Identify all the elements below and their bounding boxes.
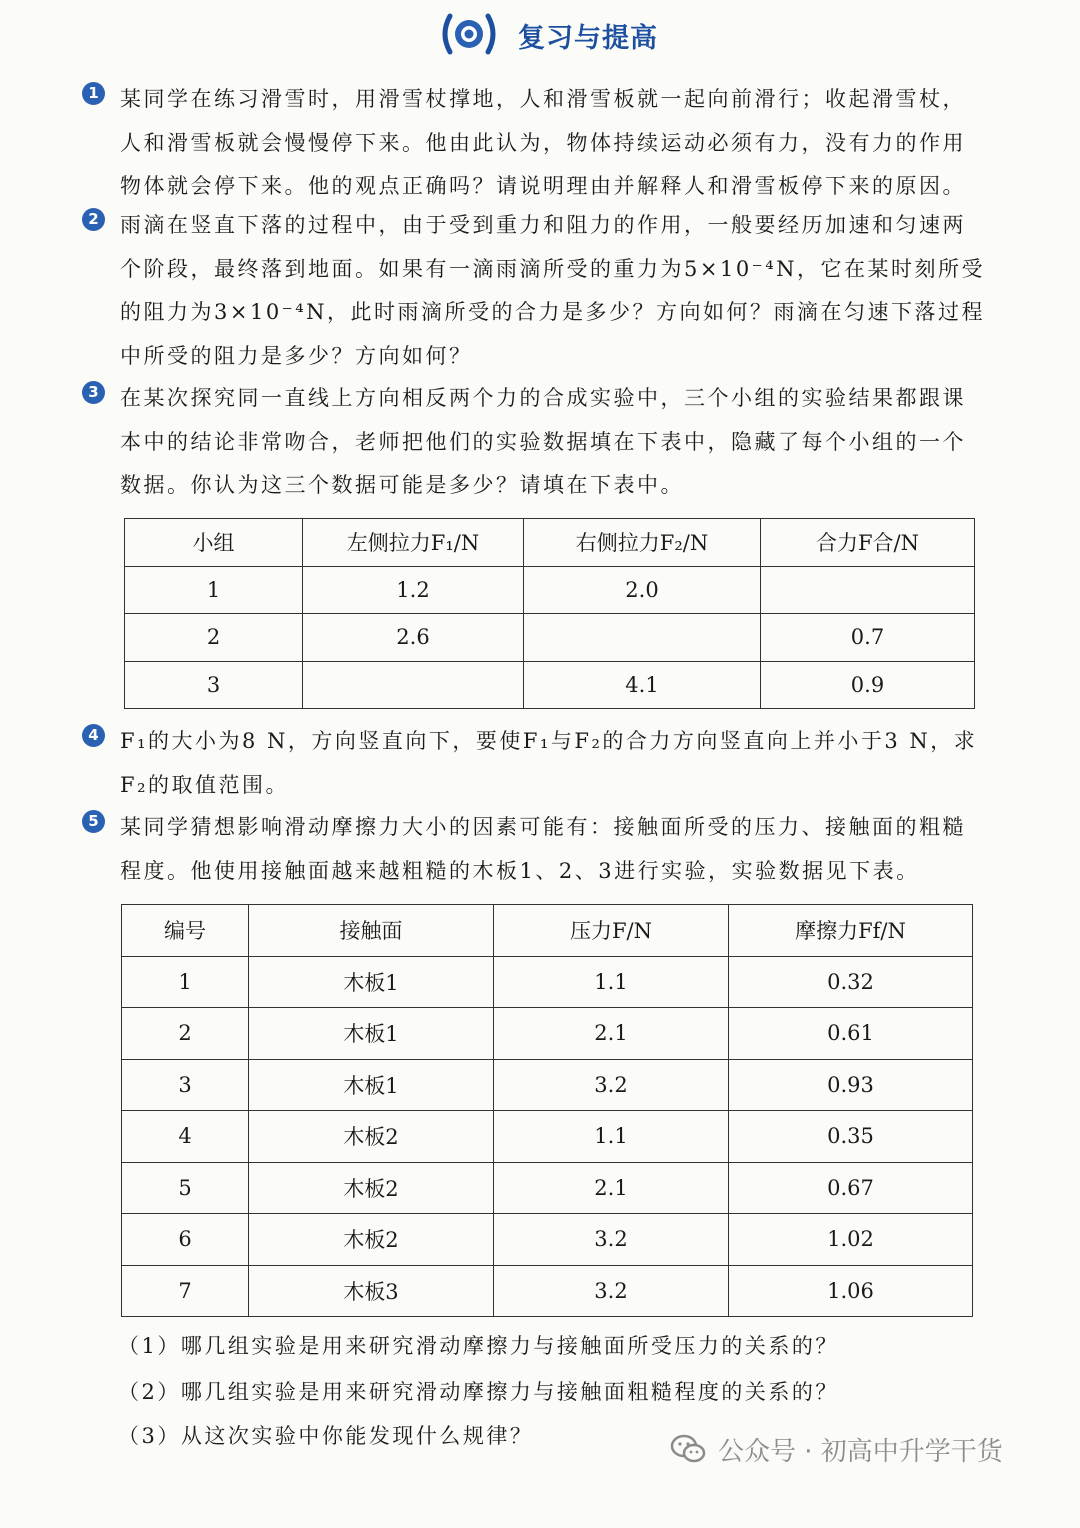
- table-row: [122, 1059, 973, 1111]
- question-line: 某同学猜想影响滑动摩擦力大小的因素可能有：接触面所受的压力、接触面的粗糙: [120, 815, 966, 839]
- table-row: [122, 1162, 973, 1214]
- table-cell: 1.1: [494, 1111, 729, 1163]
- question-number: 3: [82, 381, 105, 404]
- table-row: [125, 661, 975, 709]
- table-cell: 2: [122, 1008, 249, 1060]
- table-cell: 7: [122, 1265, 249, 1317]
- table-cell: 4: [122, 1111, 249, 1163]
- table-cell: 木板2: [249, 1162, 494, 1214]
- table-header-row: [125, 519, 975, 567]
- table-cell: 3.2: [494, 1214, 729, 1266]
- table-header-cell: 右侧拉力F₂/N: [524, 519, 761, 567]
- question-line: 数据。你认为这三个数据可能是多少？请填在下表中。: [120, 473, 684, 497]
- table-cell: 2.0: [524, 566, 761, 614]
- question-line: 程度。他使用接触面越来越粗糙的木板1、2、3进行实验，实验数据见下表。: [120, 858, 920, 883]
- table-cell: 0.7: [761, 614, 975, 662]
- question-line: 在某次探究同一直线上方向相反两个力的合成实验中，三个小组的实验结果都跟课: [120, 386, 966, 410]
- question-line: 物体就会停下来。他的观点正确吗？请说明理由并解释人和滑雪板停下来的原因。: [120, 174, 966, 198]
- sub-question-2: （2）哪几组实验是用来研究滑动摩擦力与接触面粗糙程度的关系的？: [118, 1380, 839, 1404]
- table-cell: 0.61: [729, 1008, 973, 1060]
- table-cell: 5: [122, 1162, 249, 1214]
- question-line: 的阻力为3×10⁻⁴N，此时雨滴所受的合力是多少？方向如何？雨滴在匀速下落过程: [120, 300, 986, 324]
- sub-question-3: （3）从这次实验中你能发现什么规律？: [118, 1424, 534, 1448]
- table-cell: 1.1: [494, 956, 729, 1008]
- table-cell: 0.93: [729, 1059, 973, 1111]
- question-number: 1: [82, 82, 105, 105]
- question-text: [120, 806, 1022, 893]
- table-header-cell: 编号: [122, 905, 249, 957]
- table-cell: 3.2: [494, 1059, 729, 1111]
- sub-question-1: （1）哪几组实验是用来研究滑动摩擦力与接触面所受压力的关系的？: [118, 1334, 839, 1358]
- table-cell: 3: [122, 1059, 249, 1111]
- table-cell: 木板1: [249, 1008, 494, 1060]
- page-header: [0, 10, 1080, 60]
- table-cell: [524, 614, 761, 662]
- question-number: 4: [82, 724, 105, 747]
- force-composition-table: [124, 518, 975, 709]
- table-cell: 木板2: [249, 1111, 494, 1163]
- question-2: [82, 204, 1022, 378]
- table-header-cell: 接触面: [249, 905, 494, 957]
- table-cell: 1.02: [729, 1214, 973, 1266]
- table-cell: 0.9: [761, 661, 975, 709]
- table-row: [125, 566, 975, 614]
- table-row: [122, 1008, 973, 1060]
- table-row: [122, 1265, 973, 1317]
- question-text: [120, 377, 1022, 508]
- table-cell: 2.1: [494, 1008, 729, 1060]
- table-cell: 2.1: [494, 1162, 729, 1214]
- table-cell: 1.06: [729, 1265, 973, 1317]
- wechat-icon: [668, 1429, 708, 1469]
- table-cell: 0.35: [729, 1111, 973, 1163]
- table-cell: 6: [122, 1214, 249, 1266]
- table-cell: 木板1: [249, 1059, 494, 1111]
- table-cell: 3: [125, 661, 303, 709]
- table-cell: [303, 661, 524, 709]
- section-title: 复习与提高: [518, 23, 658, 54]
- question-number: 2: [82, 208, 105, 231]
- question-line: 人和滑雪板就会慢慢停下来。他由此认为，物体持续运动必须有力，没有力的作用: [120, 130, 966, 155]
- table-header-row: [122, 905, 973, 957]
- table-row: [125, 614, 975, 662]
- table-row: [122, 956, 973, 1008]
- table-cell: 1.2: [303, 566, 524, 614]
- table-row: [122, 1111, 973, 1163]
- question-text: [120, 78, 1022, 209]
- watermark: [668, 1424, 1003, 1474]
- table-cell: 木板3: [249, 1265, 494, 1317]
- table-row: [122, 1214, 973, 1266]
- question-line: 个阶段，最终落到地面。如果有一滴雨滴所受的重力为5×10⁻⁴N，它在某时刻所受: [120, 256, 986, 281]
- question-line: 本中的结论非常吻合，老师把他们的实验数据填在下表中，隐藏了每个小组的一个: [120, 429, 966, 454]
- section-logo-icon: [440, 10, 498, 58]
- question-line: 中所受的阻力是多少？方向如何？: [120, 343, 473, 368]
- table-header-cell: 压力F/N: [494, 905, 729, 957]
- table-cell: 2: [125, 614, 303, 662]
- table-cell: 3.2: [494, 1265, 729, 1317]
- table-header-cell: 合力F合/N: [761, 519, 975, 567]
- table-cell: 2.6: [303, 614, 524, 662]
- question-line: 雨滴在竖直下落的过程中，由于受到重力和阻力的作用，一般要经历加速和匀速两: [120, 213, 966, 237]
- question-line: 某同学在练习滑雪时，用滑雪杖撑地，人和滑雪板就一起向前滑行；收起滑雪杖，: [120, 87, 966, 111]
- table-header-cell: 左侧拉力F₁/N: [303, 519, 524, 567]
- table-cell: [761, 566, 975, 614]
- watermark-text: 公众号 · 初高中升学干货: [718, 1436, 1003, 1467]
- question-line: F₂的取值范围。: [120, 772, 289, 797]
- question-text: [120, 720, 1022, 807]
- table-header-cell: 摩擦力Ff/N: [729, 905, 973, 957]
- question-3: [82, 377, 1022, 508]
- question-number: 5: [82, 810, 105, 833]
- table-cell: 1: [125, 566, 303, 614]
- friction-data-table: [121, 904, 973, 1317]
- question-text: [120, 204, 1022, 378]
- table-cell: 木板2: [249, 1214, 494, 1266]
- table-cell: 0.32: [729, 956, 973, 1008]
- question-4: [82, 720, 1022, 807]
- table-cell: 4.1: [524, 661, 761, 709]
- question-5: [82, 806, 1022, 893]
- table-header-cell: 小组: [125, 519, 303, 567]
- question-line: F₁的大小为8 N，方向竖直向下，要使F₁与F₂的合力方向竖直向上并小于3 N，求: [120, 729, 978, 753]
- table-cell: 0.67: [729, 1162, 973, 1214]
- question-1: [82, 78, 1022, 209]
- table-cell: 1: [122, 956, 249, 1008]
- table-cell: 木板1: [249, 956, 494, 1008]
